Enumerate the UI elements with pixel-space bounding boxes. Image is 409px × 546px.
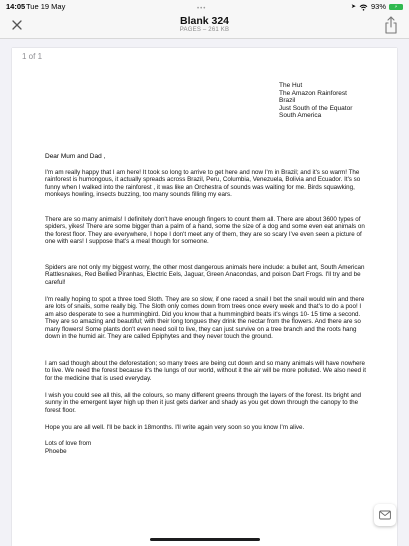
- address-line: Just South of the Equator: [279, 104, 353, 112]
- multitask-dots-icon[interactable]: •••: [197, 6, 207, 12]
- status-indicators: [351, 1, 403, 13]
- battery-percent: 93%: [370, 2, 386, 11]
- sender-address: [279, 82, 352, 120]
- document-subtitle: PAGES – 261 KB: [179, 27, 230, 33]
- status-date: Tue 19 May: [26, 2, 66, 11]
- status-time: 14:05: [6, 2, 26, 11]
- address-line: Brazil: [279, 97, 296, 104]
- address-line: The Hut: [279, 82, 303, 89]
- letter-paragraph: I'm really hoping to spot a three toed Sloth. They are so slow, if one raced a snail I bet the snail would win and there are lots of snails, some really big. The Sloth only comes down from trees once every week and that's to do a poo! I am also desperate to see a hummingbird. Did you know that a hummingbird beats it's wings 10- 15 time a second. They are so amazing and beautiful; with their long tongues they drink the nectar from the flowers. And there are so many flowers! Some plants don't even need soil to live, they can just survive on a tree branch and the roots hang down in the humid air. They are called Epiphytes and they never touch the ground.: [45, 296, 365, 341]
- letter-paragraph: I'm am really happy that I am here! It took so long to arrive to get here and now I'm in Brazil; and it's so warm! The rainforest is humongous, it actually spreads across Brazil, Peru, Columbia, Venezuela, Bolivia and Ecuador. It's so funny when I walked into the rainforest , it was like an Orchestra of sounds was waiting for me. Birds squawking, monkeys howling, insects buzzing, too many sounds filling my ears.: [45, 169, 361, 199]
- battery-icon: ⚡: [389, 4, 403, 10]
- wifi-icon: [359, 4, 368, 11]
- letter-paragraph: I wish you could see all this, all the colours, so many different greens through the layers of the forest. Its bright and sunny in the emergent layer high up then it just gets darker and shady as you get down through the canopy to the forest floor.: [45, 392, 362, 414]
- address-line: South America: [279, 112, 322, 119]
- status-bar: [0, 0, 409, 14]
- document-title: Blank 324: [179, 15, 230, 27]
- location-icon: ➤: [350, 4, 356, 10]
- home-indicator[interactable]: [150, 538, 260, 541]
- page-indicator: 1 of 1: [22, 52, 43, 61]
- letter-paragraph: There are so many animals! I definitely don't have enough fingers to count them all. There are about 3600 types of spiders, yikes! There are some bigger than a palm of a hand, some the size of a dog and some even eat animals on the forest floor. They are everywhere, I hope I don't meet any of them, they are so scary I've even seen a picture of one with ears! I suppose that's a meal though for someone.: [45, 216, 365, 246]
- mail-button[interactable]: [374, 504, 396, 526]
- letter-paragraph: Spiders are not only my biggest worry, the other most dangerous animals here include: a bullet ant, South American Rattlesnakes, Red Bellied Piranhas, Electric Eels, Jaguar, Green Anacondas, and poison Dart Frogs. I'll try and be careful!: [45, 264, 365, 286]
- document-navbar: [0, 14, 409, 39]
- mail-icon: [379, 510, 391, 520]
- letter-signoff: Lots of love from: [45, 440, 92, 447]
- letter-greeting: Dear Mum and Dad ,: [45, 153, 106, 160]
- address-line: The Amazon Rainforest: [279, 89, 347, 97]
- letter-signature: Phoebe: [45, 448, 67, 455]
- letter-paragraph: I am sad though about the deforestation; so many trees are being cut down and so many animals will have nowhere to live. We need the forest because it's the lungs of our world, without it the air will be more polluted. We also need it for the medicine that is used everyday.: [45, 360, 366, 382]
- share-icon[interactable]: [384, 16, 398, 34]
- letter-paragraph: Hope you are all well. I'll be back in 18months. I'll write again very soon so you know I'm alive.: [45, 424, 305, 431]
